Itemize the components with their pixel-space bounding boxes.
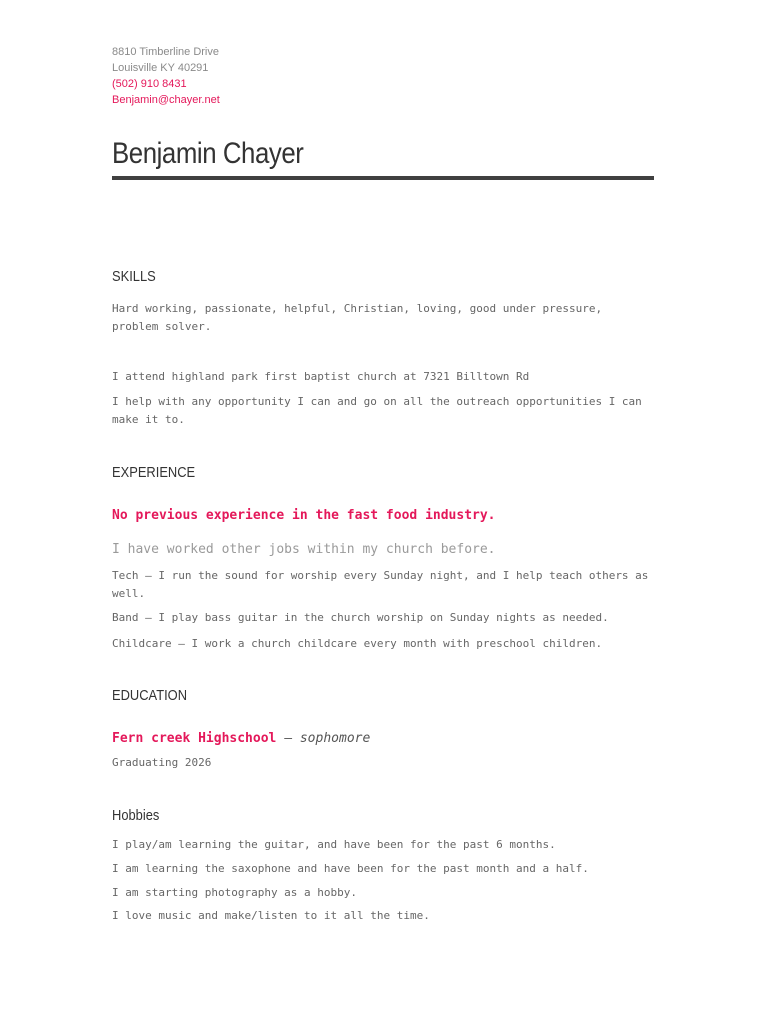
experience-item: Band – I play bass guitar in the church worship on Sunday nights as needed. — [112, 611, 609, 624]
contact-block — [112, 44, 654, 108]
education-heading: EDUCATION — [112, 687, 188, 704]
candidate-name: Benjamin Chayer — [112, 137, 304, 170]
outreach-text: I help with any opportunity I can and go on all the outreach opportunities I can make it to. — [112, 395, 642, 426]
name-header — [112, 136, 654, 180]
address-line-2: Louisville KY 40291 — [112, 62, 209, 74]
header-rule — [112, 176, 654, 180]
phone-number[interactable]: (502) 910 8431 — [112, 78, 187, 90]
hobby-item: I am learning the saxophone and have been for the past month and a half. — [112, 862, 589, 875]
hobbies-heading: Hobbies — [112, 807, 160, 824]
hobby-item: I am starting photography as a hobby. — [112, 886, 358, 899]
experience-item: Tech – I run the sound for worship every Sunday night, and I help teach others as well. — [112, 569, 649, 600]
email-address[interactable]: Benjamin@chayer.net — [112, 94, 220, 106]
graduation-year: Graduating 2026 — [112, 756, 212, 769]
experience-highlight: No previous experience in the fast food industry. — [112, 508, 496, 523]
school-separator: — — [284, 731, 293, 746]
experience-item: Childcare – I work a church childcare every month with preschool children. — [112, 637, 603, 650]
church-attendance: I attend highland park first baptist church at 7321 Billtown Rd — [112, 370, 530, 383]
hobby-item: I play/am learning the guitar, and have been for the past 6 months. — [112, 838, 556, 851]
hobby-item: I love music and make/listen to it all the time. — [112, 909, 430, 922]
skills-heading: SKILLS — [112, 268, 156, 285]
address-line-1: 8810 Timberline Drive — [112, 46, 219, 58]
skills-summary: Hard working, passionate, helpful, Christian, loving, good under pressure, problem solver. — [112, 302, 603, 333]
school-line — [112, 730, 654, 748]
experience-heading: EXPERIENCE — [112, 464, 196, 481]
school-name: Fern creek Highschool — [112, 731, 277, 746]
experience-subheading: I have worked other jobs within my church before. — [112, 542, 496, 557]
school-grade: sophomore — [299, 731, 371, 746]
